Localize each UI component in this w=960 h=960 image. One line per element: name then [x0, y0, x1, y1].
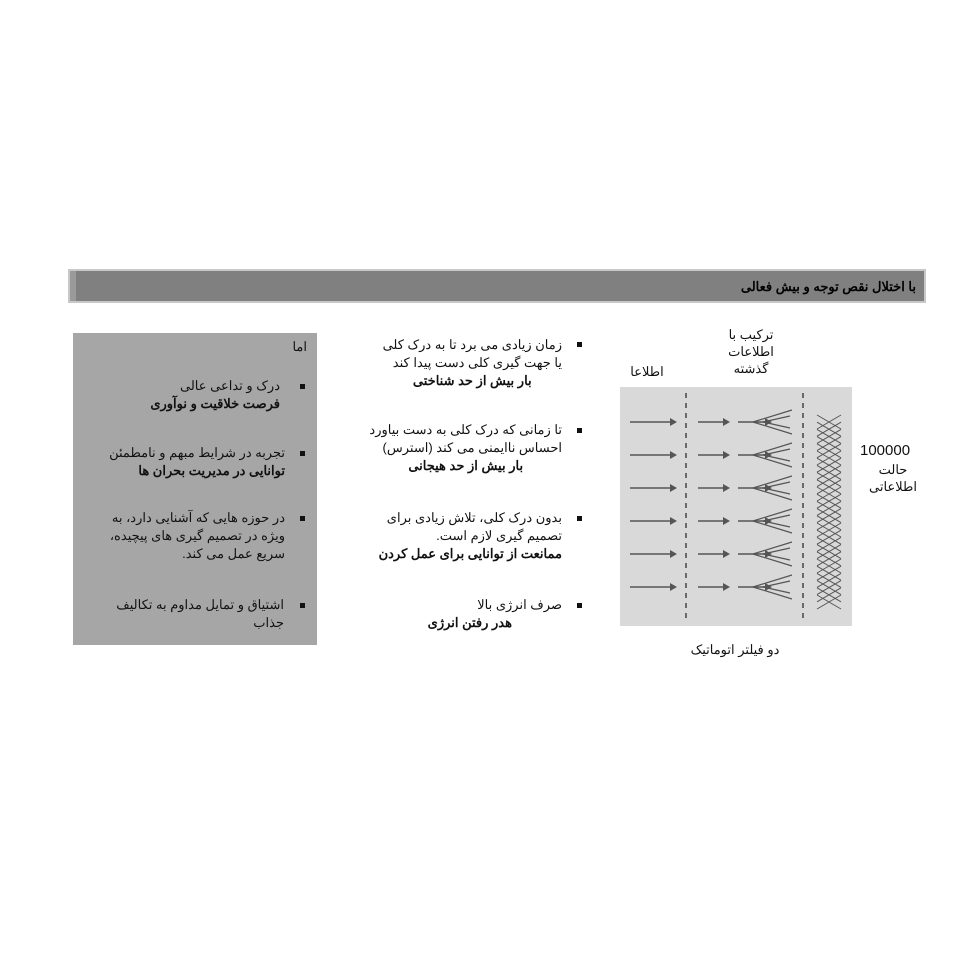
- combine-label: [716, 326, 786, 377]
- filter-diagram-drawing: [620, 387, 852, 626]
- fan-arrowhead: [765, 583, 772, 591]
- mid-arrowhead: [723, 418, 730, 426]
- fan-arrowhead: [765, 451, 772, 459]
- input-arrowhead: [670, 517, 677, 525]
- challenge-bold: بار بیش از حد شناختی: [412, 373, 532, 388]
- information-states-hatch: [817, 415, 841, 609]
- states-label-line: اطلاعاتی: [869, 479, 917, 494]
- bullet-marker: [300, 384, 305, 389]
- mid-arrowhead: [723, 517, 730, 525]
- input-arrowhead: [670, 583, 677, 591]
- title-bar-tab: [70, 271, 76, 301]
- bullet-marker: [300, 516, 305, 521]
- strength-item: [110, 509, 285, 563]
- panel-intro: اما: [292, 339, 307, 354]
- challenge-item: [369, 421, 562, 475]
- combine-label-line: ترکیب با: [728, 327, 774, 342]
- bullet-marker: [300, 603, 305, 608]
- strength-text: تجربه در شرایط مبهم و نامطمئن: [109, 445, 285, 460]
- fan-arrowhead: [765, 484, 772, 492]
- states-label-line: حالت: [878, 462, 908, 477]
- bullet-marker: [577, 603, 582, 608]
- filter-caption: دو فیلتر اتوماتیک: [690, 642, 780, 657]
- challenge-item: [379, 509, 562, 563]
- strength-text: اشتیاق و تمایل مداوم به تکالیف: [116, 597, 284, 612]
- challenge-item: [428, 596, 562, 632]
- mid-arrowhead: [723, 484, 730, 492]
- strength-text: ویژه در تصمیم گیری های پیچیده،: [109, 528, 285, 543]
- challenge-text: بدون درک کلی، تلاش زیادی برای: [386, 510, 562, 525]
- challenge-text: یا جهت گیری کلی دست پیدا کند: [392, 355, 562, 370]
- challenge-text: احساس ناایمنی می کند (استرس): [382, 440, 562, 455]
- strength-item: [116, 596, 284, 632]
- fan-arrowhead: [765, 550, 772, 558]
- info-label: اطلاعا: [630, 364, 664, 379]
- input-arrowhead: [670, 550, 677, 558]
- challenge-bold: بار بیش از حد هیجانی: [408, 458, 524, 473]
- bullet-marker: [300, 451, 305, 456]
- title-bar: [68, 269, 926, 303]
- mid-arrowhead: [723, 550, 730, 558]
- strength-item: [109, 444, 285, 480]
- mid-arrowhead: [723, 451, 730, 459]
- strength-text: سریع عمل می کند.: [182, 546, 285, 561]
- fan-arrowhead: [765, 418, 772, 426]
- combine-label-line: گذشته: [733, 361, 769, 376]
- strength-bold: توانایی در مدیریت بحران ها: [138, 463, 285, 478]
- input-arrowhead: [670, 418, 677, 426]
- strength-text: درک و تداعی عالی: [180, 378, 280, 393]
- strength-bold: فرصت خلاقیت و نوآوری: [150, 396, 280, 411]
- bullet-marker: [577, 342, 582, 347]
- strength-item: [150, 377, 280, 413]
- challenge-item: [383, 336, 562, 390]
- challenge-text: تا زمانی که درک کلی به دست بیاورد: [369, 422, 562, 437]
- input-arrowhead: [670, 484, 677, 492]
- strength-text: در حوزه هایی که آشنایی دارد، به: [111, 510, 285, 525]
- challenge-text: تصمیم گیری لازم است.: [436, 528, 562, 543]
- combine-label-line: اطلاعات: [728, 344, 774, 359]
- challenge-bold: ممانعت از توانایی برای عمل کردن: [378, 546, 562, 561]
- mid-arrowhead: [723, 583, 730, 591]
- input-arrowhead: [670, 451, 677, 459]
- states-count: 100000: [860, 442, 911, 459]
- challenge-bold: هدر رفتن انرژی: [427, 615, 512, 630]
- states-label: [858, 461, 928, 495]
- strength-text: جذاب: [253, 615, 284, 630]
- page-title: با اختلال نقص توجه و بیش فعالی: [740, 279, 916, 294]
- fan-arrowhead: [765, 517, 772, 525]
- challenge-text: زمان زیادی می برد تا به درک کلی: [382, 337, 562, 352]
- bullet-marker: [577, 428, 582, 433]
- bullet-marker: [577, 516, 582, 521]
- challenge-text: صرف انرژی بالا: [477, 597, 562, 612]
